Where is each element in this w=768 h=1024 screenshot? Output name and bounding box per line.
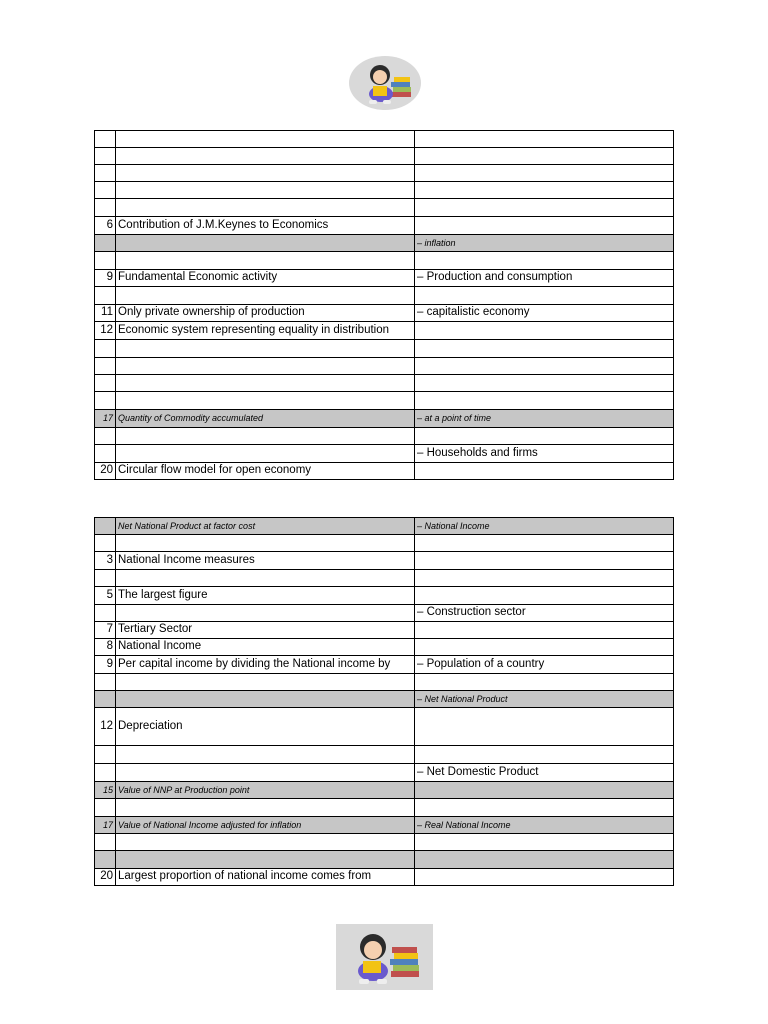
row-number <box>95 287 116 305</box>
answer-cell <box>415 622 674 639</box>
answer-cell <box>415 322 674 340</box>
questions-table-2 <box>94 517 674 886</box>
row-number: 12 <box>95 708 116 746</box>
question-cell <box>116 392 415 410</box>
table-row <box>95 287 674 305</box>
table-row <box>95 375 674 392</box>
answer-cell: – Population of a country <box>415 656 674 674</box>
question-cell: National Income measures <box>116 552 415 570</box>
table-row <box>95 535 674 552</box>
row-number <box>95 340 116 358</box>
answer-cell <box>415 199 674 217</box>
answer-cell: – Net National Product <box>415 691 674 708</box>
question-cell <box>116 570 415 587</box>
row-number <box>95 148 116 165</box>
answer-cell: – Construction sector <box>415 605 674 622</box>
table-row <box>95 869 674 886</box>
row-number: 5 <box>95 587 116 605</box>
row-number <box>95 799 116 817</box>
answer-cell <box>415 340 674 358</box>
answer-cell: – Net Domestic Product <box>415 764 674 782</box>
question-cell <box>116 375 415 392</box>
question-cell <box>116 674 415 691</box>
table-row <box>95 340 674 358</box>
row-number <box>95 518 116 535</box>
logo-bottom <box>336 924 433 990</box>
row-number <box>95 199 116 217</box>
question-cell: The largest figure <box>116 587 415 605</box>
row-number: 9 <box>95 656 116 674</box>
question-cell <box>116 799 415 817</box>
row-number: 8 <box>95 639 116 656</box>
table-row <box>95 235 674 252</box>
row-number: 3 <box>95 552 116 570</box>
answer-cell <box>415 799 674 817</box>
answer-cell <box>415 375 674 392</box>
answer-cell: – Real National Income <box>415 817 674 834</box>
table-row <box>95 799 674 817</box>
question-cell <box>116 165 415 182</box>
table-row <box>95 691 674 708</box>
table-row <box>95 182 674 199</box>
row-number: 9 <box>95 270 116 287</box>
table-row <box>95 217 674 235</box>
question-cell <box>116 199 415 217</box>
question-cell: National Income <box>116 639 415 656</box>
table-row <box>95 674 674 691</box>
table-row <box>95 252 674 270</box>
answer-cell: – capitalistic economy <box>415 305 674 322</box>
row-number <box>95 358 116 375</box>
girl-reading-books-icon <box>343 927 427 987</box>
table-row <box>95 834 674 851</box>
answer-cell: – National Income <box>415 518 674 535</box>
table-row <box>95 570 674 587</box>
row-number <box>95 165 116 182</box>
row-number: 20 <box>95 869 116 886</box>
question-cell: Quantity of Commodity accumulated <box>116 410 415 428</box>
row-number <box>95 131 116 148</box>
question-cell: Fundamental Economic activity <box>116 270 415 287</box>
question-cell <box>116 340 415 358</box>
table-row <box>95 518 674 535</box>
answer-cell <box>415 639 674 656</box>
answer-cell: – at a point of time <box>415 410 674 428</box>
row-number <box>95 746 116 764</box>
answer-cell <box>415 708 674 746</box>
table-row <box>95 270 674 287</box>
row-number <box>95 252 116 270</box>
table-row <box>95 148 674 165</box>
answer-cell <box>415 148 674 165</box>
question-cell <box>116 358 415 375</box>
answer-cell <box>415 358 674 375</box>
question-cell <box>116 287 415 305</box>
table-row <box>95 587 674 605</box>
answer-cell <box>415 287 674 305</box>
table-row <box>95 639 674 656</box>
question-cell <box>116 691 415 708</box>
row-number: 7 <box>95 622 116 639</box>
question-cell: Contribution of J.M.Keynes to Economics <box>116 217 415 235</box>
answer-cell: – Production and consumption <box>415 270 674 287</box>
question-cell <box>116 182 415 199</box>
question-cell: Only private ownership of production <box>116 305 415 322</box>
answer-cell <box>415 463 674 480</box>
question-cell <box>116 428 415 445</box>
questions-table-1 <box>94 130 674 480</box>
row-number <box>95 535 116 552</box>
table-row <box>95 708 674 746</box>
answer-cell <box>415 428 674 445</box>
row-number <box>95 764 116 782</box>
question-cell <box>116 131 415 148</box>
question-cell: Tertiary Sector <box>116 622 415 639</box>
row-number <box>95 445 116 463</box>
row-number <box>95 392 116 410</box>
row-number <box>95 570 116 587</box>
row-number: 11 <box>95 305 116 322</box>
row-number: 12 <box>95 322 116 340</box>
answer-cell <box>415 782 674 799</box>
table-row <box>95 322 674 340</box>
row-number: 17 <box>95 410 116 428</box>
table-row <box>95 605 674 622</box>
question-cell <box>116 535 415 552</box>
answer-cell <box>415 165 674 182</box>
question-cell: Economic system representing equality in distribution <box>116 322 415 340</box>
question-cell: Circular flow model for open economy <box>116 463 415 480</box>
answer-cell: – Households and firms <box>415 445 674 463</box>
answer-cell: – inflation <box>415 235 674 252</box>
row-number <box>95 235 116 252</box>
table-row <box>95 445 674 463</box>
question-cell: Value of National Income adjusted for inflation <box>116 817 415 834</box>
answer-cell <box>415 869 674 886</box>
question-cell <box>116 252 415 270</box>
answer-cell <box>415 587 674 605</box>
question-cell <box>116 605 415 622</box>
answer-cell <box>415 131 674 148</box>
row-number: 17 <box>95 817 116 834</box>
row-number <box>95 674 116 691</box>
question-cell <box>116 445 415 463</box>
table-row <box>95 656 674 674</box>
table-row <box>95 131 674 148</box>
table-row <box>95 428 674 445</box>
answer-cell <box>415 834 674 851</box>
question-cell: Largest proportion of national income comes from <box>116 869 415 886</box>
row-number: 20 <box>95 463 116 480</box>
question-cell <box>116 746 415 764</box>
table-row <box>95 199 674 217</box>
question-cell: Value of NNP at Production point <box>116 782 415 799</box>
question-cell <box>116 148 415 165</box>
table-row <box>95 552 674 570</box>
table-row <box>95 817 674 834</box>
table-row <box>95 392 674 410</box>
question-cell: Depreciation <box>116 708 415 746</box>
answer-cell <box>415 570 674 587</box>
table-row <box>95 358 674 375</box>
girl-reading-books-icon <box>355 58 415 108</box>
row-number: 6 <box>95 217 116 235</box>
row-number <box>95 375 116 392</box>
table-row <box>95 305 674 322</box>
row-number <box>95 428 116 445</box>
logo-top <box>349 56 421 110</box>
table-row <box>95 764 674 782</box>
question-cell <box>116 764 415 782</box>
answer-cell <box>415 552 674 570</box>
question-cell: Net National Product at factor cost <box>116 518 415 535</box>
table-row <box>95 410 674 428</box>
question-cell <box>116 834 415 851</box>
row-number <box>95 851 116 869</box>
answer-cell <box>415 252 674 270</box>
row-number <box>95 605 116 622</box>
table-row <box>95 622 674 639</box>
table-row <box>95 782 674 799</box>
answer-cell <box>415 851 674 869</box>
question-cell <box>116 235 415 252</box>
row-number <box>95 182 116 199</box>
row-number: 15 <box>95 782 116 799</box>
answer-cell <box>415 217 674 235</box>
answer-cell <box>415 674 674 691</box>
question-cell: Per capital income by dividing the National income by <box>116 656 415 674</box>
question-cell <box>116 851 415 869</box>
answer-cell <box>415 746 674 764</box>
answer-cell <box>415 535 674 552</box>
table-row <box>95 851 674 869</box>
row-number <box>95 691 116 708</box>
table-row <box>95 746 674 764</box>
table-row <box>95 463 674 480</box>
table-row <box>95 165 674 182</box>
row-number <box>95 834 116 851</box>
answer-cell <box>415 182 674 199</box>
answer-cell <box>415 392 674 410</box>
